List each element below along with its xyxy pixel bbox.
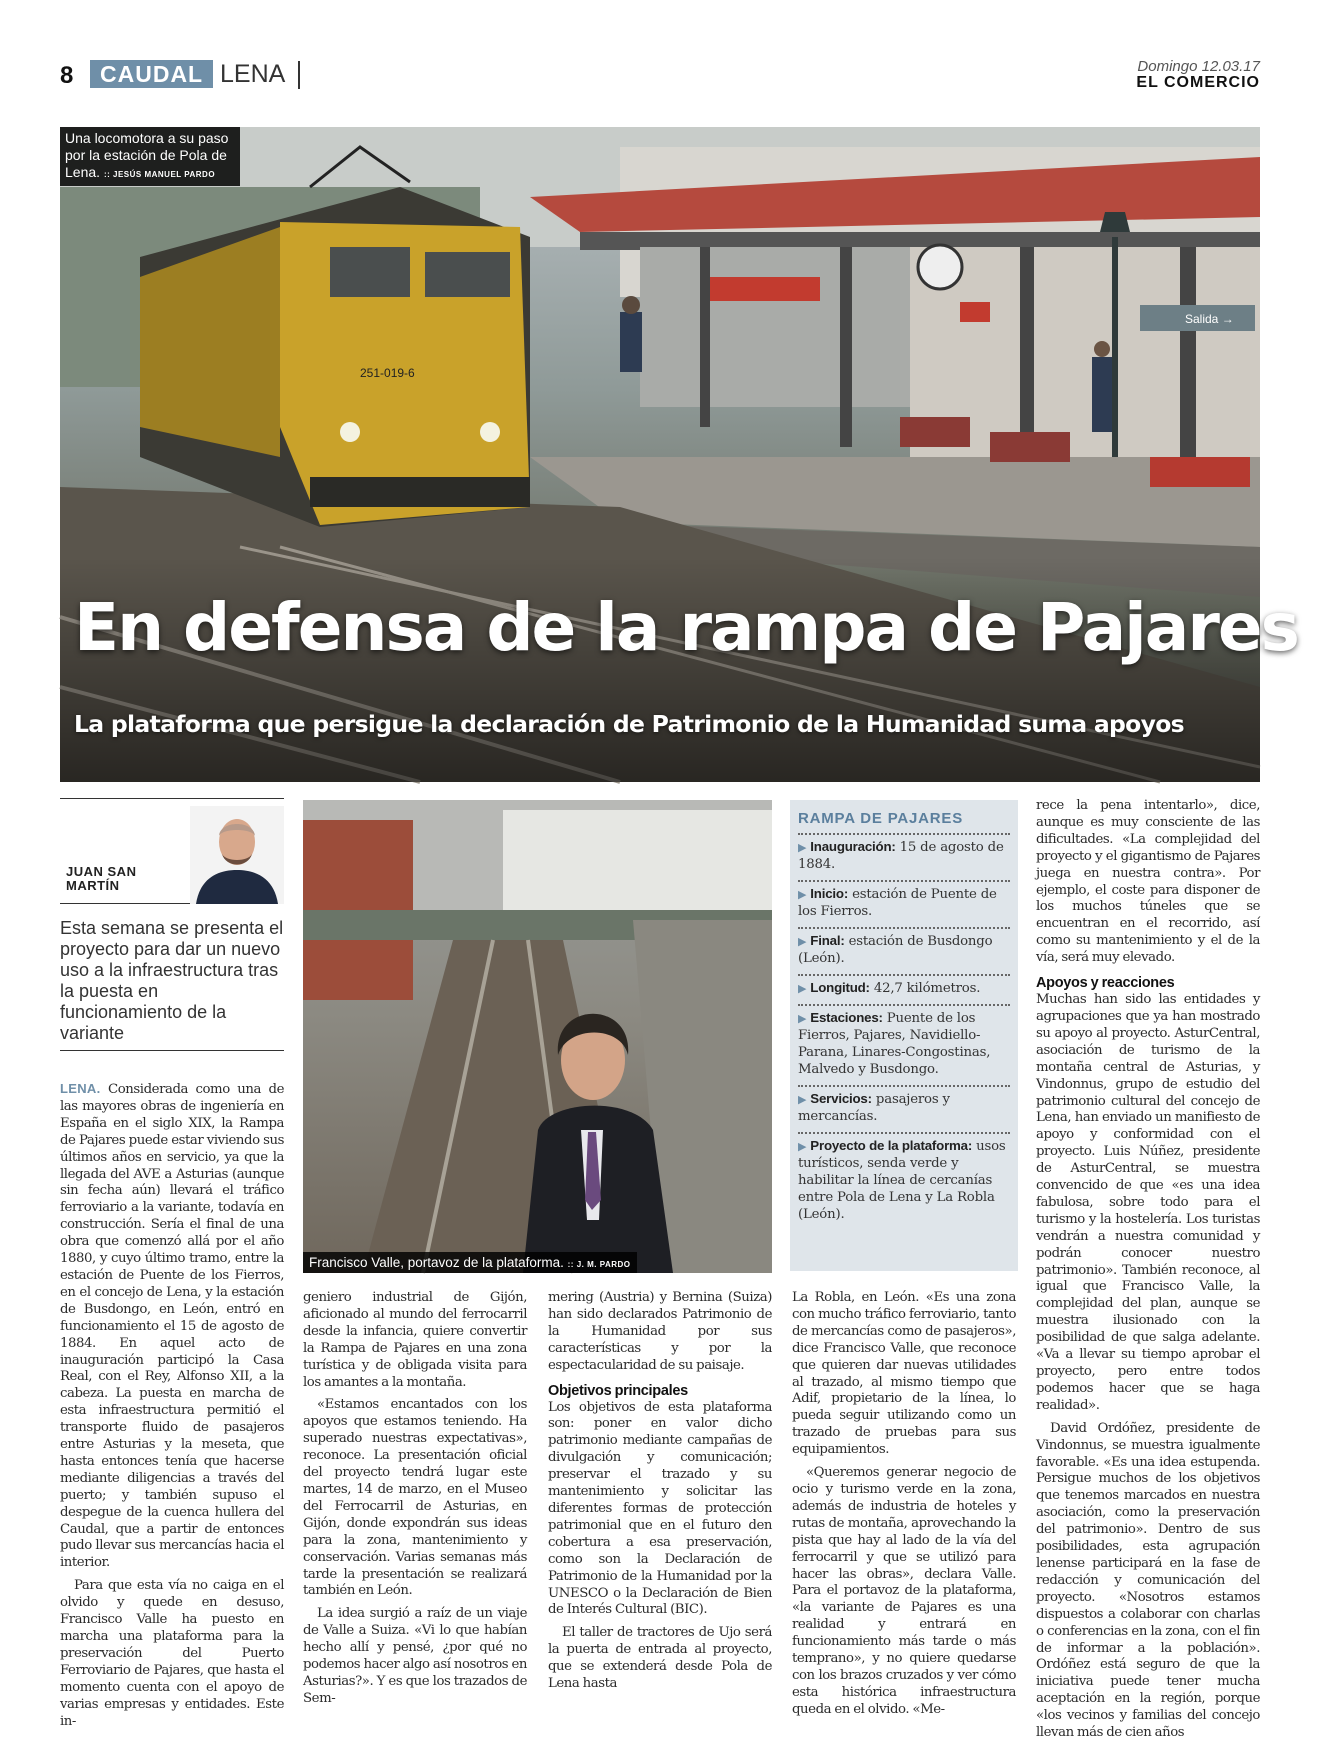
- author-name-line2: MARTÍN: [66, 878, 120, 893]
- issue-date: Domingo 12.03.17: [1137, 58, 1260, 75]
- body-paragraph: La idea surgió a raíz de un viaje de Valle a Suiza. «Vi lo que habían hecho allí y pensé, ¿por qué no podemos hacer algo así nosotros en Asturias?». Y es que los trazados de Sem-: [303, 1606, 527, 1706]
- author-box: [60, 798, 284, 904]
- salida-sign: Salida →: [1185, 312, 1234, 326]
- subsection-label: LENA: [220, 60, 286, 88]
- newspaper-name: EL COMERCIO: [1136, 74, 1260, 91]
- hero-caption: [60, 127, 240, 186]
- subheadline: La plataforma que persigue la declaración de Patrimonio de la Humanidad suma apoyos: [74, 710, 1184, 738]
- section-label: CAUDAL: [90, 60, 213, 88]
- fact-text: pasajeros y mercancías.: [798, 1092, 950, 1124]
- page-header: [60, 58, 1260, 94]
- author-name-line1: JUAN SAN: [66, 864, 137, 879]
- author-name: [66, 865, 136, 893]
- body-column-3: [548, 1290, 772, 1693]
- body-column-5: [1036, 798, 1260, 1742]
- fact-label: Estaciones:: [810, 1010, 883, 1025]
- body-column-4: [792, 1290, 1016, 1719]
- hero-credit: :: JESÚS MANUEL PARDO: [103, 170, 216, 179]
- body-paragraph: «Estamos encantados con los apoyos que estamos teniendo. Ha superado nuestras expectativas», reconoce. La presentación oficial del proyecto tendrá lugar este martes, 14 de marzo, en el Museo del Ferrocarril de Asturias, en Gijón, donde expondrán sus ideas para la zona, mantenimiento y conservación. Varias semanas más tarde la presentación se realizará también en León.: [303, 1397, 527, 1599]
- fact-label: Proyecto de la plataforma:: [810, 1138, 973, 1153]
- portrait-credit: :: J. M. PARDO: [567, 1260, 631, 1269]
- body-paragraph: Los objetivos de esta plataforma son: poner en valor dicho patrimonio mediante campañas de divulgación y comunicación; preservar el trazado y su mantenimiento y solicitar las diferentes formas de protección patrimonial que en el futuro den cobertura a esa preservación, como son la Declaración de Patrimonio de la Humanidad por la UNESCO o la Declaración de Bien de Interés Cultural (BIC).: [548, 1399, 772, 1618]
- fact-item: ▶ Servicios: pasajeros y mercancías.: [798, 1085, 1010, 1132]
- subheading-apoyos: Apoyos y reacciones: [1036, 975, 1175, 992]
- fact-text: estación de Busdongo (León).: [798, 934, 993, 966]
- fact-label: Inauguración:: [810, 839, 896, 854]
- avatar: [190, 806, 284, 904]
- hero-photo: [60, 127, 1298, 782]
- body-paragraph: mering (Austria) y Bernina (Suiza) han sido declarados Patrimonio de la Humanidad por sus características y por la espectacularidad de su paisaje.: [548, 1290, 772, 1373]
- body-paragraph: David Ordóñez, presidente de Vindonnus, se muestra igualmente favorable. «Es una idea estupenda. Persigue muchos de los objetivos que tenemos marcados en nuestra asociación, como la preservación del patrimonio». Dentro de sus posibilidades, esta agrupación lenense participará en la fase de redacción y comunicación del proyecto. «Nosotros estamos dispuestos a colaborar con charlas o conferencias en la zona, con el fin de informar a la población». Ordóñez está seguro de que la iniciativa puede tener mucha aceptación en la región, porque «los vecinos y familias del concejo llevan más de cien años: [1036, 1420, 1260, 1741]
- portrait-photo: [303, 800, 772, 1273]
- portrait-caption-text: Francisco Valle, portavoz de la plataforma.: [309, 1255, 564, 1270]
- fact-item: ▶ Final: estación de Busdongo (León).: [798, 927, 1010, 974]
- hero-illustration: [60, 127, 1260, 782]
- fact-label: Final:: [810, 933, 845, 948]
- hero-caption-text: Una locomotora a su paso por la estación de Pola de Lena.: [65, 130, 229, 180]
- headline: En defensa de la rampa de Pajares: [74, 589, 1298, 666]
- fact-text: estación de Puente de los Fierros.: [798, 887, 997, 919]
- body-paragraph: Muchas han sido las entidades y agrupaciones que ya han mostrado su apoyo al proyecto. AsturCentral, asociación de turismo de la montaña central de Asturias, y Vindonnus, grupo de estudio del patrimonio cultural del concejo de Lena, han enviado un manifiesto de apoyo y conformidad con el proyecto. Luis Núñez, presidente de AsturCentral, se muestra convencido de que «es una idea fabulosa, sobre todo para el turismo y la hostelería. Los turistas vendrán a nuestra comunidad y podrán conocer nuestro patrimonio». También reconoce, al igual que Francisco Valle, la complejidad del plan, aunque se muestra ilusionado con la posibilidad de que salga adelante. «Va a llevar su tiempo aprobar el proyecto, pero entre todos podemos hacer que se haga realidad».: [1036, 992, 1260, 1413]
- fact-item: ▶ Inicio: estación de Puente de los Fierros.: [798, 880, 1010, 927]
- fact-label: Longitud:: [810, 980, 870, 995]
- body-paragraph: [60, 1081, 284, 1572]
- body-column-1: [60, 1081, 284, 1730]
- dateline: LENA.: [60, 1081, 101, 1096]
- fact-text: usos turísticos, senda verde y habilitar la línea de cercanías entre Pola de Lena y La Robla (León).: [798, 1139, 1006, 1222]
- body-paragraph: rece la pena intentarlo», dice, aunque es muy consciente de las dificultades. «La complejidad del proyecto y el gigantismo de Pajares juega en nuestra contra». Por ejemplo, el coste para disponer de los muchos túneles que se encuentran en el recorrido, así como su mantenimiento y el de la vía, será muy elevado.: [1036, 798, 1260, 966]
- fact-label: Inicio:: [810, 886, 849, 901]
- subheading-objetivos: Objetivos principales: [548, 1382, 688, 1399]
- fact-item: ▶ Proyecto de la plataforma: usos turísticos, senda verde y habilitar la línea de cercanías entre Pola de Lena y La Robla (León).: [798, 1132, 1010, 1230]
- fact-box: [790, 800, 1018, 1271]
- paragraph-text: Considerada como una de las mayores obras de ingeniería en España en el siglo XIX, la Rampa de Pajares puede estar viviendo sus últimos años en servicio, ya que la llegada del AVE a Asturias (aunque sin fecha aún) llevará el tráfico ferroviario a la variante, todavía en construcción. Sería el final de una obra que comenzó allá por el año 1880, y cuyo último tramo, entre la estación de Puente de los Fierros, en el concejo de Lena, y la estación de Busdongo, en León, entró en funcionamiento el 15 de agosto de 1884. En aquel acto de inauguración participó la Casa Real, con el Rey, Alfonso XII, a la cabeza. La puesta en marcha de esta infraestructura permitió el transporte fluido de pasajeros entre Asturias y la meseta, que hasta entonces tenía que hacerse mediante diligencias a través del puerto; y también supuso el despegue de la cuenca hullera del Caudal, que a partir de entonces pudo llevar sus mercancías hacia el interior.: [60, 1082, 284, 1571]
- portrait-illustration: [303, 800, 772, 1273]
- fact-box-title: RAMPA DE PAJARES: [798, 810, 964, 827]
- fact-text: 42,7 kilómetros.: [873, 981, 981, 996]
- fact-item: ▶ Estaciones: Puente de los Fierros, Pajares, Navidiello-Parana, Linares-Congostinas, Malvedo y Busdongo.: [798, 1004, 1010, 1085]
- header-divider: [298, 61, 300, 89]
- fact-text: 15 de agosto de 1884.: [798, 840, 1004, 872]
- fact-item: ▶ Inauguración: 15 de agosto de 1884.: [798, 833, 1010, 880]
- loco-number: 251-019-6: [360, 366, 415, 380]
- fact-item: ▶ Longitud: 42,7 kilómetros.: [798, 974, 1010, 1004]
- body-paragraph: Para que esta vía no caiga en el olvido y quede en desuso, Francisco Valle ha puesto en marcha una plataforma para la preservación del Puerto Ferroviario de Pajares, que hasta el momento cuenta con el apoyo de varias empresas y entidades. Este in-: [60, 1578, 284, 1729]
- body-paragraph: El taller de tractores de Ujo será la puerta de entrada al proyecto, que se extenderá desde Pola de Lena hasta: [548, 1625, 772, 1692]
- page-number: 8: [60, 62, 74, 89]
- portrait-caption: [303, 1252, 637, 1273]
- fact-label: Servicios:: [810, 1091, 872, 1106]
- body-column-2: [303, 1290, 527, 1708]
- body-paragraph: geniero industrial de Gijón, aficionado al mundo del ferrocarril desde la infancia, quiere convertir la Rampa de Pajares en una zona turística y de obligada visita para los amantes a la montaña.: [303, 1290, 527, 1390]
- body-paragraph: La Robla, en León. «Es una zona con mucho tráfico ferroviario, tanto de mercancías como de pasajeros», dice Francisco Valle, que reconoce que quieren dar nuevas utilidades al trazado, al mismo tiempo que Adif, propietario de la línea, lo pueda seguir utilizando como un trazado de pruebas para sus equipamientos.: [792, 1290, 1016, 1458]
- fact-text: Puente de los Fierros, Pajares, Navidiello-Parana, Linares-Congostinas, Malvedo y Busdongo.: [798, 1011, 991, 1077]
- lede: Esta semana se presenta el proyecto para dar un nuevo uso a la infraestructura tras la puesta en funcionamiento de la variante: [60, 918, 284, 1051]
- body-paragraph: «Queremos generar negocio de ocio y turismo verde en la zona, además de industria de hoteles y rutas de montaña, aprovechando la pista que hay al lado de la vía del ferrocarril y que se utilizó para hacer las obras», declara Valle. Para el portavoz de la plataforma, «la variante de Pajares es una realidad y entrará en funcionamiento más tarde o más temprano», y no quiere quedarse con los brazos cruzados y ver cómo esta histórica infraestructura queda en el olvido. «Me-: [792, 1465, 1016, 1717]
